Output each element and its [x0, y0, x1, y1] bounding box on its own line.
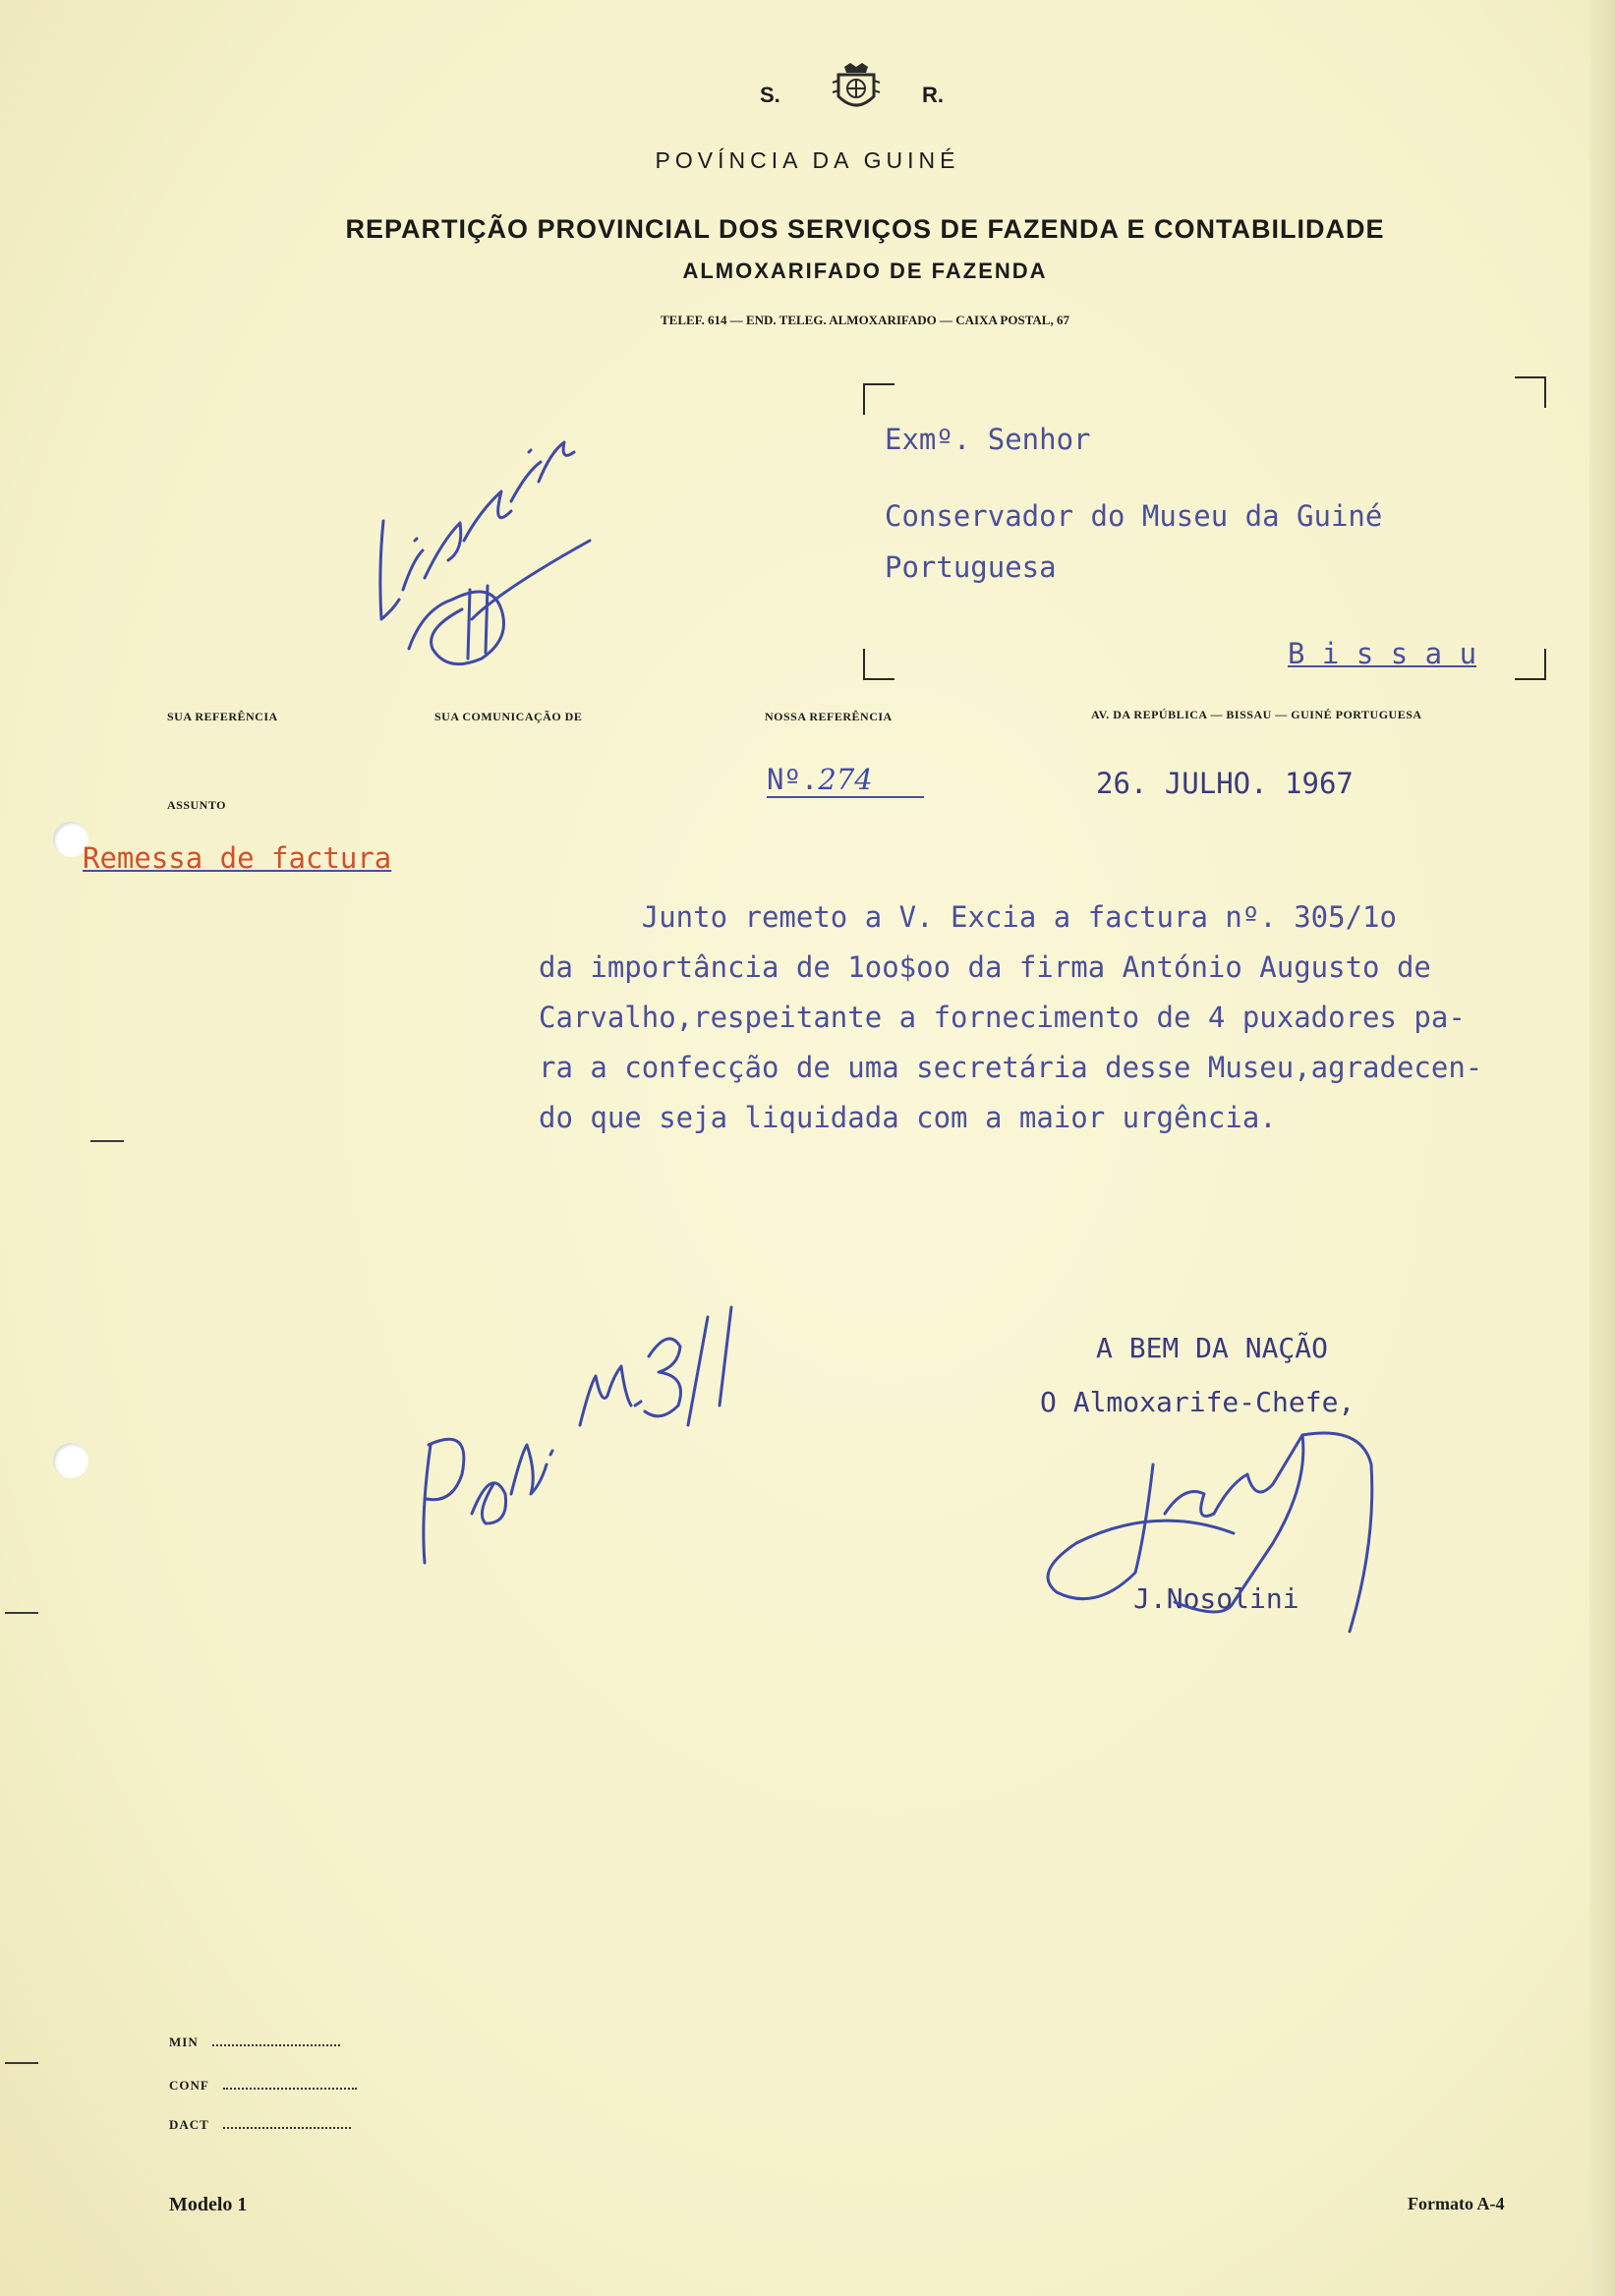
label-assunto: ASSUNTO [167, 798, 226, 812]
handwritten-annotation-liquide [354, 413, 609, 688]
min-blank [212, 2044, 340, 2046]
conf-blank [223, 2088, 357, 2090]
dact-field [169, 2117, 351, 2133]
min-field [169, 2035, 340, 2050]
recipient-city: B i s s a u [1288, 637, 1477, 670]
address-bracket-bottom-left [863, 649, 894, 680]
body-line: ra a confecção de uma secretária desse Museu,agradecen- [539, 1051, 1483, 1084]
signature [1037, 1425, 1391, 1641]
recipient-salutation: Exmº. Senhor [885, 423, 1091, 456]
office-heading: ALMOXARIFADO DE FAZENDA [682, 258, 1048, 283]
address-bracket-bottom-right [1515, 649, 1546, 680]
closing-motto: A BEM DA NAÇÃO [1096, 1332, 1329, 1364]
label-sua-comunicacao: SUA COMUNICAÇÃO DE [434, 710, 583, 723]
margin-mark [5, 2062, 38, 2064]
dact-blank [223, 2127, 351, 2129]
label-nossa-referencia: NOSSA REFERÊNCIA [765, 710, 893, 723]
address-bracket-top-left [863, 383, 894, 415]
conf-field [169, 2078, 357, 2094]
label-sua-referencia: SUA REFERÊNCIA [167, 710, 278, 723]
body-line: Carvalho,respeitante a fornecimento de 4 puxadores pa- [539, 1001, 1466, 1034]
letterhead-r: R. [922, 83, 944, 107]
min-label: MIN [169, 2035, 199, 2049]
handwritten-annotation-payment [403, 1297, 737, 1592]
signatory-name: J.Nosolini [1133, 1582, 1299, 1615]
department-heading: REPARTIÇÃO PROVINCIAL DOS SERVIÇOS DE FAZENDA E CONTABILIDADE [345, 214, 1385, 244]
dact-label: DACT [169, 2117, 209, 2132]
margin-mark [5, 1612, 38, 1614]
letter-body [539, 892, 1615, 1143]
coat-of-arms-icon [831, 61, 882, 116]
subject-line: Remessa de factura [83, 841, 392, 875]
closing-title: O Almoxarife-Chefe, [1040, 1386, 1355, 1418]
paper-edge [1589, 0, 1615, 2296]
letterhead-s: S. [760, 83, 780, 107]
contact-line: TELEF. 614 — END. TELEG. ALMOXARIFADO — CAIXA POSTAL, 67 [661, 313, 1069, 327]
address-bracket-top-right [1515, 376, 1546, 408]
recipient-line-2: Portuguesa [885, 550, 1057, 584]
reference-value: 274 [818, 763, 873, 796]
margin-mark [90, 1140, 124, 1142]
conf-label: CONF [169, 2078, 209, 2093]
recipient-line-1: Conservador do Museu da Guiné [885, 499, 1383, 533]
label-address: AV. DA REPÚBLICA — BISSAU — GUINÉ PORTUGUESA [1091, 708, 1422, 721]
model-label: Modelo 1 [169, 2194, 248, 2215]
body-line: Junto remeto a V. Excia a factura nº. 305/1o [539, 900, 1397, 934]
punch-hole-bottom [53, 1443, 88, 1478]
format-label: Formato A-4 [1408, 2194, 1505, 2213]
letter-date: 26. JULHO. 1967 [1096, 767, 1354, 800]
reference-prefix: Nº. [767, 763, 819, 796]
body-line: da importância de 1oo$oo da firma António Augusto de [539, 950, 1431, 984]
province-heading: POVÍNCIA DA GUINÉ [655, 147, 960, 173]
body-line: do que seja liquidada com a maior urgência. [539, 1101, 1277, 1134]
reference-number [767, 763, 924, 798]
